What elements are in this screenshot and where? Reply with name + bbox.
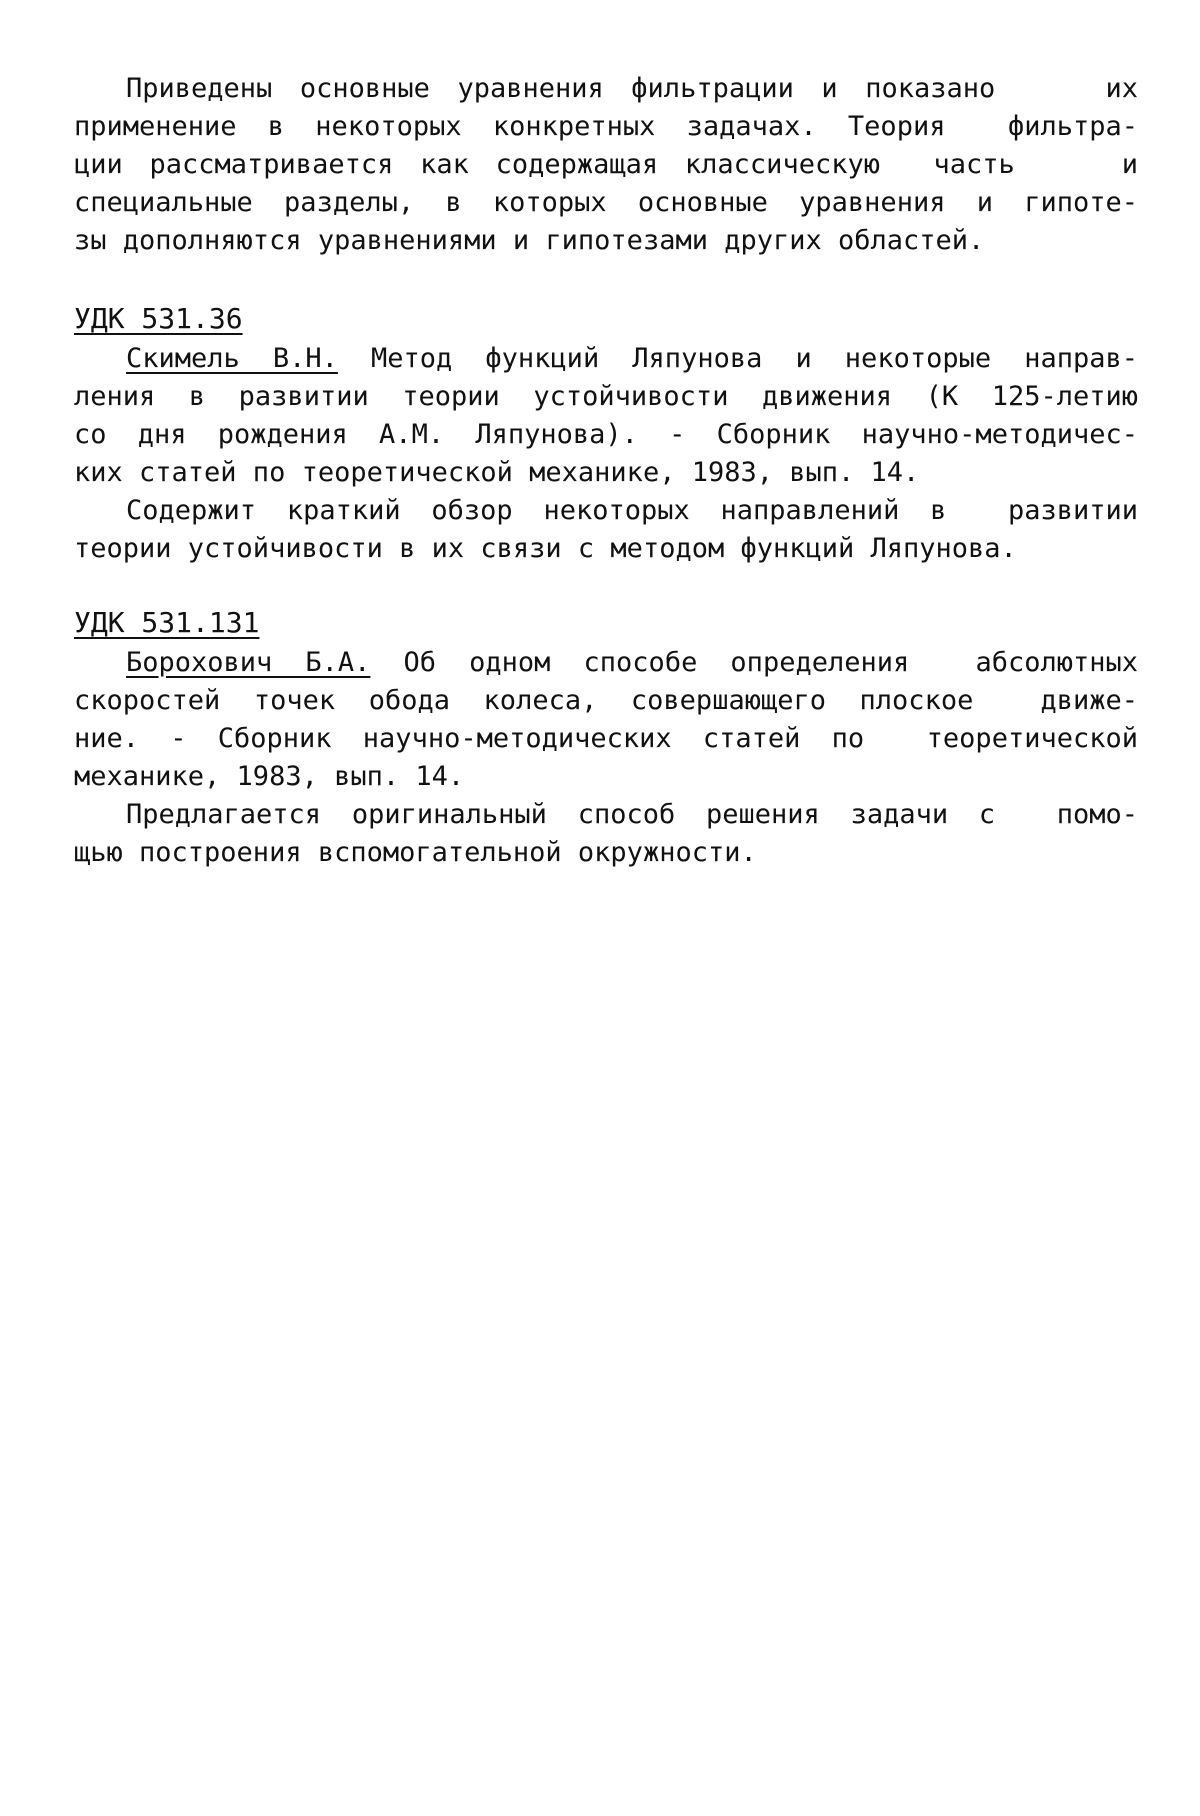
abstract-line: Предлагается оригинальный способ решения задачи с помо-	[126, 799, 1138, 830]
entry-2	[74, 604, 1138, 872]
author-name: Скимель В.Н.	[126, 343, 338, 374]
citation-line: ких статей по теоретической механике, 1983, вып. 14.	[74, 457, 920, 488]
citation-first-line	[74, 644, 1138, 682]
citation-title-start: Метод функций Ляпунова и некоторые направ-	[337, 343, 1138, 374]
citation-line: ние. - Сборник научно-методических статей по теоретической	[74, 723, 1138, 754]
citation-line: со дня рождения А.М. Ляпунова). - Сборник научно-методичес-	[74, 419, 1138, 450]
author-name: Борохович Б.А.	[126, 647, 371, 678]
intro-line: ции рассматривается как содержащая классическую часть и	[74, 149, 1138, 180]
citation-first-line	[74, 340, 1138, 378]
intro-paragraph	[74, 70, 1138, 260]
intro-line: специальные разделы, в которых основные уравнения и гипоте-	[74, 187, 1138, 218]
udk-code: УДК 531.36	[74, 302, 243, 335]
abstract-line: щью построения вспомогательной окружности.	[74, 837, 757, 868]
intro-line: Приведены основные уравнения фильтрации и показано их	[126, 73, 1138, 104]
citation-line: механике, 1983, вып. 14.	[74, 761, 465, 792]
citation-line: скоростей точек обода колеса, совершающего плоское движе-	[74, 685, 1138, 716]
abstract-line: теории устойчивости в их связи с методом функций Ляпунова.	[74, 533, 1017, 564]
document-page	[74, 70, 1138, 872]
citation-title-start: Об одном способе определения абсолютных	[370, 647, 1138, 678]
abstract-line: Содержит краткий обзор некоторых направлений в развитии	[126, 495, 1138, 526]
entry-1	[74, 300, 1138, 568]
udk-code: УДК 531.131	[74, 606, 260, 639]
intro-line: применение в некоторых конкретных задачах. Теория фильтра-	[74, 111, 1138, 142]
intro-line: зы дополняются уравнениями и гипотезами других областей.	[74, 225, 985, 256]
citation-line: ления в развитии теории устойчивости движения (К 125-летию	[74, 381, 1138, 412]
